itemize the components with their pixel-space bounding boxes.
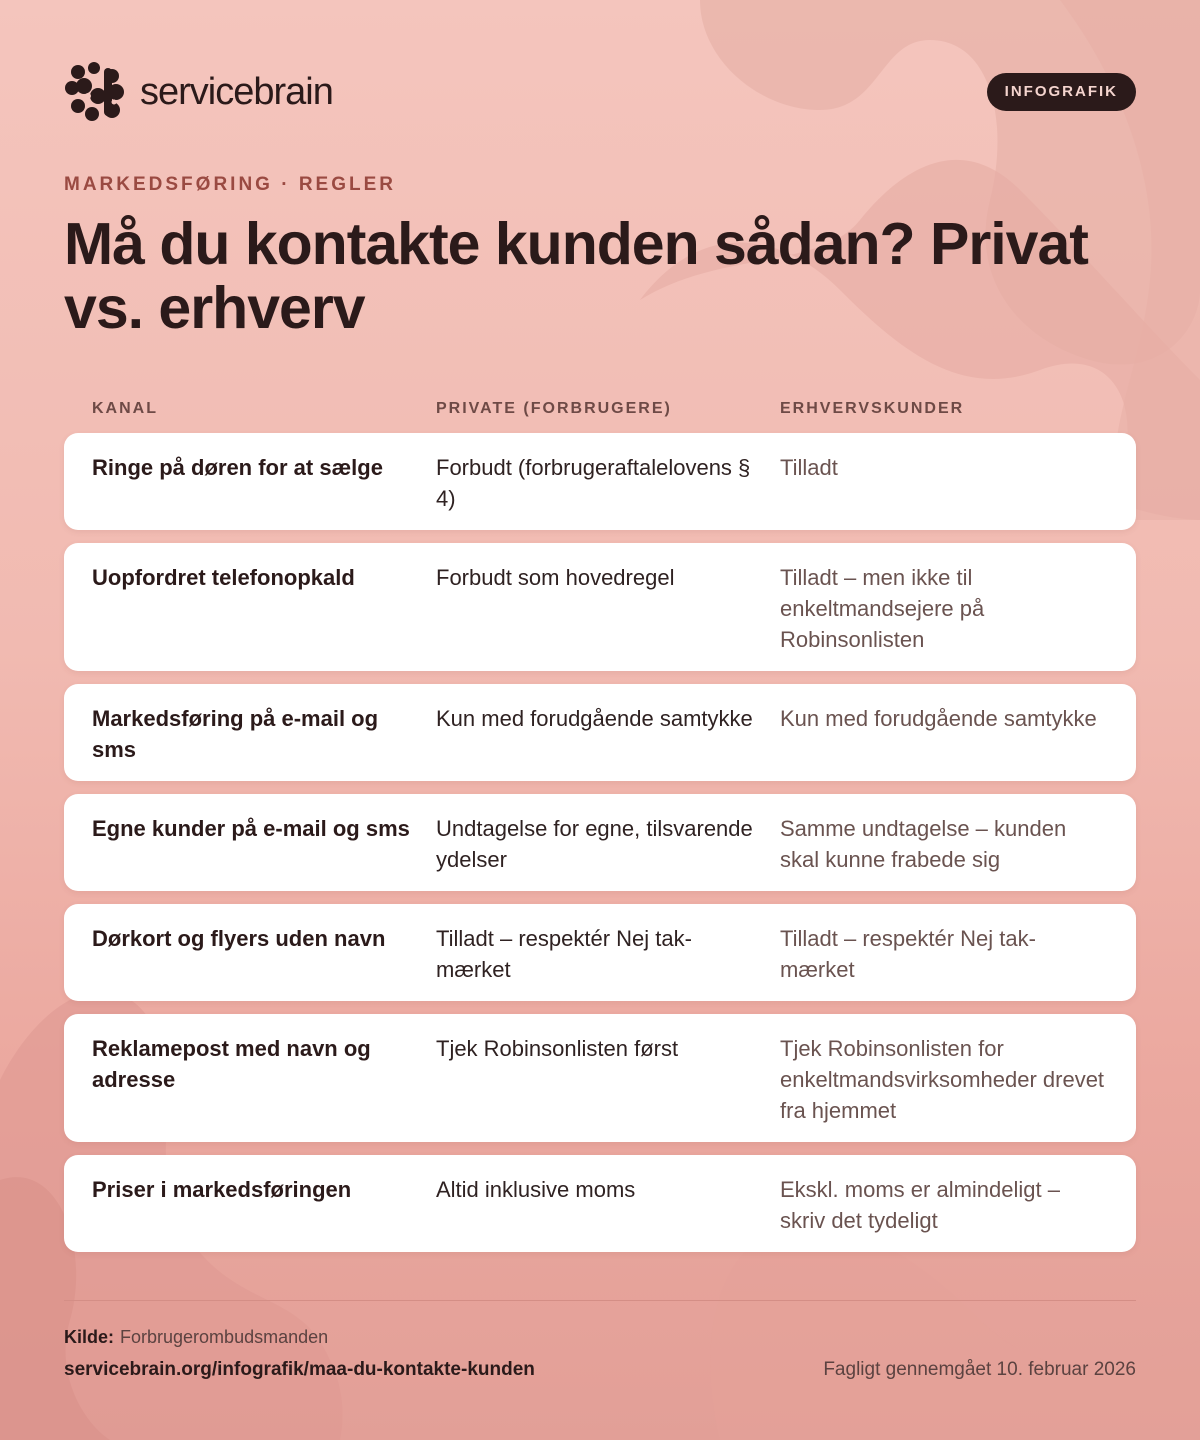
channel-cell: Ringe på døren for at sælge: [92, 455, 383, 480]
business-rule-cell: Tilladt – respektér Nej tak-mærket: [780, 926, 1036, 982]
channel-cell: Reklamepost med navn og adresse: [92, 1036, 371, 1092]
source-line: [64, 1327, 328, 1348]
table-row: [64, 794, 1136, 891]
page-title: Må du kontakte kunden sådan? Privat vs. erhverv: [64, 211, 1088, 341]
channel-cell: Egne kunder på e-mail og sms: [92, 816, 410, 841]
business-rule-cell: Tjek Robinsonlisten for enkeltmandsvirksomheder drevet fra hjemmet: [780, 1036, 1105, 1123]
private-rule-cell: Forbudt (forbrugeraftalelovens § 4): [436, 455, 751, 511]
business-rule-cell: Tilladt – men ikke til enkeltmandsejere på Robinsonlisten: [780, 565, 985, 652]
brand-name: servicebrain: [140, 70, 333, 113]
source-label: Kilde:: [64, 1327, 115, 1347]
table-header: [64, 400, 1136, 420]
private-rule-cell: Tilladt – respektér Nej tak-mærket: [436, 926, 692, 982]
column-header-private: PRIVATE (FORBRUGERE): [436, 400, 672, 417]
channel-cell: Uopfordret telefonopkald: [92, 565, 355, 590]
table-row: [64, 543, 1136, 671]
table-row: [64, 904, 1136, 1001]
business-rule-cell: Ekskl. moms er almindeligt – skriv det tydeligt: [780, 1177, 1060, 1233]
business-rule-cell: Samme undtagelse – kunden skal kunne frabede sig: [780, 816, 1067, 872]
footer-divider: [64, 1300, 1136, 1301]
reviewed-date: Fagligt gennemgået 10. februar 2026: [823, 1359, 1136, 1380]
brand-logo: [64, 62, 333, 122]
private-rule-cell: Forbudt som hovedregel: [436, 565, 675, 590]
infographic-url-link[interactable]: servicebrain.org/infografik/maa-du-kontakte-kunden: [64, 1359, 535, 1380]
servicebrain-logo-icon: [64, 62, 126, 122]
column-header-erhverv: ERHVERVSKUNDER: [780, 400, 965, 417]
business-rule-cell: Tilladt: [780, 455, 838, 480]
channel-cell: Markedsføring på e-mail og sms: [92, 706, 379, 762]
private-rule-cell: Kun med forudgående samtykke: [436, 706, 753, 731]
infografik-badge: INFOGRAFIK: [987, 73, 1136, 111]
table-row: [64, 684, 1136, 781]
table-row: [64, 1014, 1136, 1142]
channel-cell: Dørkort og flyers uden navn: [92, 926, 386, 951]
column-header-kanal: KANAL: [92, 400, 158, 417]
table-row: [64, 1155, 1136, 1252]
source-value: Forbrugerombudsmanden: [120, 1327, 329, 1347]
private-rule-cell: Undtagelse for egne, tilsvarende ydelser: [436, 816, 753, 872]
table-row: [64, 433, 1136, 530]
private-rule-cell: Tjek Robinsonlisten først: [436, 1036, 679, 1061]
private-rule-cell: Altid inklusive moms: [436, 1177, 636, 1202]
eyebrow-category: MARKEDSFØRING · REGLER: [64, 174, 396, 195]
business-rule-cell: Kun med forudgående samtykke: [780, 706, 1097, 731]
channel-cell: Priser i markedsføringen: [92, 1177, 352, 1202]
